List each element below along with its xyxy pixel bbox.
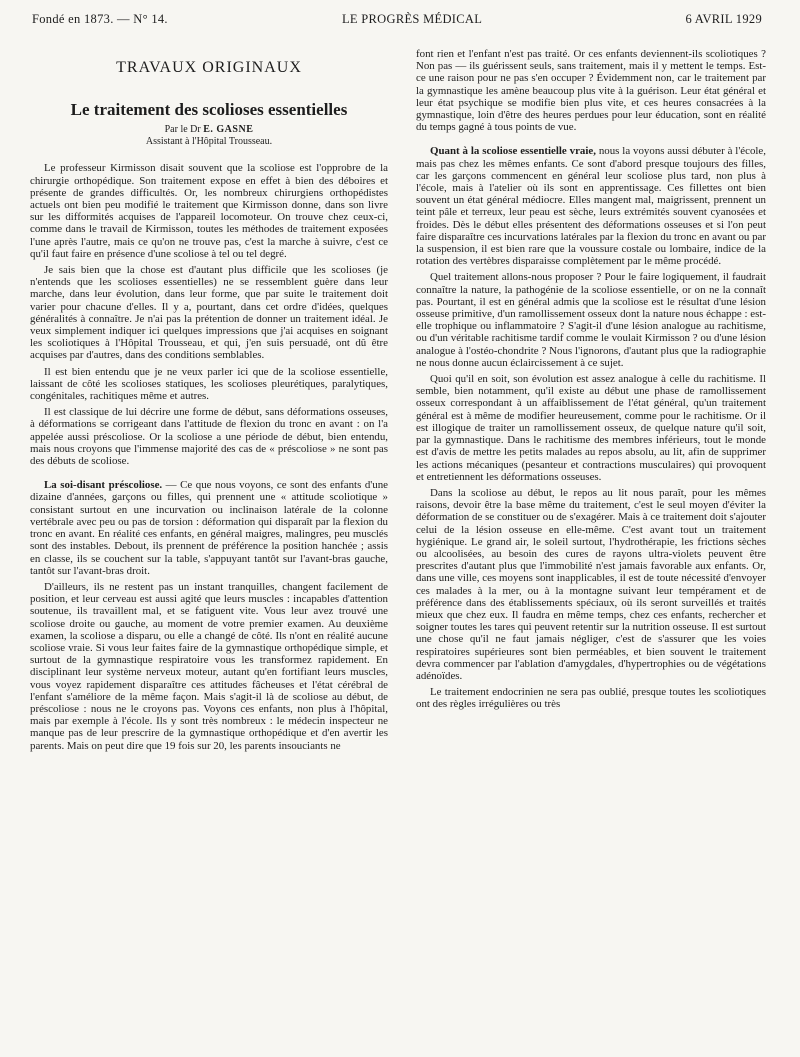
paragraph: Le traitement endocrinien ne sera pas oublié, presque toutes les scoliotiques ont des règles irrégulières ou très [416, 686, 766, 711]
paragraph [30, 479, 388, 577]
byline [30, 124, 388, 148]
subsection-heading: Quant à la scoliose essentielle vraie, [430, 145, 596, 158]
paragraph: Quoi qu'il en soit, son évolution est assez analogue à celle du rachitisme. Il semble, bien notamment, qu'il existe au début une phase de ramollissement osseux correspondant à un affaiblissement de l'état général, qu'un traitement général est à même de modifier heureusement, comme pour le rachitisme. Or il est illogique de traiter un ramollissement osseux, de quelque nature qu'il soit, par la gymnastique. Dans le rachitisme des membres inférieurs, tout le monde est d'avis de mettre les petits malades au repos absolu, au lit, afin de supprimer les actions mécaniques (pesanteur et contractions musculaires) qui provoquent et entretiennent les déformations osseuses. [416, 373, 766, 483]
header-date: 6 AVRIL 1929 [685, 12, 762, 26]
paragraph-text: — Ce que nous voyons, ce sont des enfants d'une dizaine d'années, garçons ou filles, qui prennent une « attitude scoliotique » consistant surtout en une incurvation ou inclinaison latérale de la colonne vertébrale avec peu ou pas de torsion : déformation qui disparaît par la flexion du tronc en avant. En réalité ces enfants, en général maigres, malingres, peu musclés sont des instables. Debout, ils prennent de préférence la position hanchée ; assis en classe, ils se couchent sur la table, s'appuyant tantôt sur l'avant-bras gauche, tantôt sur l'avant-bras droit. [30, 479, 388, 577]
paragraph-text: nous la voyons aussi débuter à l'école, mais pas chez les mêmes enfants. Ce sont d'abord presque toujours des filles, car les garçons commencent en général leur scoliose plus tard, non plus à l'école, mais à l'atelier où ils sont en apprentissage. Ces fillettes ont bien souvent un état général médiocre. Elles mangent mal, maigrissent, prennent un teint pâle et terreux, leur peau est sèche, leurs extrémités souvent cyanosées et froides. Dès le début elles présentent des déformations osseuses et si l'on peut faire disparaître ces incurvations latérales par la flexion du tronc en avant ou par la suspension, il est bien rare que la voussure costale ou lombaire, indice de la rotation des vertèbres disparaisse complètement par le même procédé. [416, 145, 766, 268]
byline-prefix: Par le Dr [164, 124, 201, 136]
article-title: Le traitement des scolioses essentielles [70, 100, 348, 120]
paragraph: Quel traitement allons-nous proposer ? Pour le faire logiquement, il faudrait connaître la nature, la pathogénie de la scoliose essentielle, or on ne la connaît pas. Pourtant, il est en général admis que la scoliose est le résultat d'une lésion osseuse primitive, d'un ramollissement osseux dont la nature nous échappe : est-elle trophique ou inflammatoire ? S'agit-il d'une lésion analogue au rachitisme, ou d'un véritable rachitisme tardif comme le voulait Kirmisson ? ou d'une lésion analogue à l'ostéo-chondrite ? Nous l'ignorons, d'autant plus que la radiographie ne nous donne aucun éclaircissement à ce sujet. [416, 271, 766, 369]
paragraph: Il est bien entendu que je ne veux parler ici que de la scoliose essentielle, laissant de côté les scolioses statiques, les scolioses pleurétiques, paralytiques, congénitales, rachitiques même et autres. [30, 365, 388, 403]
running-header [32, 12, 762, 32]
paragraph: Il est classique de lui décrire une forme de début, sans déformations osseuses, à déformations se corrigeant dans l'attitude de flexion du tronc en avant : on l'a appelée aussi préscoliose. Or la scoliose a une période de début, bien entendu, mais nous croyons que l'immense majorité des cas de « préscoliose » ne sont pas des débuts de scoliose. [30, 406, 388, 468]
right-column [416, 48, 766, 1048]
paragraph [416, 145, 766, 267]
left-column [30, 48, 388, 1048]
author-name: E. GASNE [203, 124, 254, 136]
paragraph: Je sais bien que la chose est d'autant plus difficile que les scolioses (je n'entends que les scolioses essentielles) ne se ressemblent guère dans leur marche, dans leur évolution, dans leur forme, que par suite le traitement doit varier pour chacune d'elles. Il y a, pourtant, dans cet ordre d'idées, quelques généralités à connaître. Je n'ai pas la prétention de donner un traitement idéal. Je veux simplement indiquer ici quelques impressions que j'ai acquises en soignant les scoliotiques à l'Hôpital Trousseau, et qui, j'en suis persuadé, ont dû être acquises par d'autres, dans des conditions semblables. [30, 264, 388, 362]
subsection-heading: La soi-disant préscoliose. [44, 479, 163, 492]
paragraph: D'ailleurs, ils ne restent pas un instant tranquilles, changent facilement de position, et leur cerveau est aussi agité que leurs muscles : incapables d'attention soutenue, ils travaillent mal, et se fatiguent vite. Vous leur avez trouvé une scoliose droite ou gauche, au moment de votre premier examen. Au deuxième examen, la scoliose a disparu, ou elle a changé de côté. Ils n'ont en réalité aucune scoliose vraie. Si vous leur faites faire de la gymnastique orthopédique simple, et surtout de la gymnastique respiratoire vous les transformez rapidement. En disciplinant leur système nerveux moteur, autant qu'en fortifiant leurs muscles, vous voyez rapidement disparaître ces attitudes fâcheuses et l'état cérébral de l'enfant s'améliore de la même façon. Mais s'agit-il là de scoliose au début, de préscoliose : nous ne le croyons pas. Voyons ces enfants, non plus à l'hôpital, mais par exemple à l'école. Ils y sont très nombreux : le médecin inspecteur ne manque pas de leur prescrire de la gymnastique orthopédique et d'en avertir les parents. Mais on peut dire que 19 fois sur 20, les parents insouciants ne [30, 580, 388, 752]
header-founded-issue: Fondé en 1873. — N° 14. [32, 12, 168, 26]
paragraph: Le professeur Kirmisson disait souvent que la scoliose est l'opprobre de la chirurgie orthopédique. Son traitement expose en effet à bien des déboires et présente de grandes difficultés. Or, les nombreux chirurgiens orthopédistes actuels ont bien peu modifié le traitement que Kirmisson donne, dans son livre sur les difformités acquises de l'appareil locomoteur. On trouve chez ceux-ci, comme dans le travail de Kirmisson, toutes les méthodes de traitement exposées l'une après l'autre, mais ce qu'on ne trouve pas, c'est la marche à suivre, c'est ce qu'il faut faire en présence d'une scoliose à tel ou tel degré. [30, 162, 388, 260]
author-affiliation: Assistant à l'Hôpital Trousseau. [145, 136, 273, 148]
journal-title: LE PROGRÈS MÉDICAL [342, 12, 483, 26]
paragraph: font rien et l'enfant n'est pas traité. Or ces enfants deviennent-ils scoliotiques ? Non pas — ils guérissent seuls, sans traitement, mais il y mettent le temps. Est-ce une raison pour ne pas s'en occuper ? Évidemment non, car le traitement par la gymnastique les amène beaucoup plus vite à la guérison. Leur état général et leur état psychique se modifie bien plus vite, et ces heures consacrées à la gymnastique, loin d'être des heures perdues pour leur éducation, sont en réalité du temps gagné à tous points de vue. [416, 48, 766, 134]
section-title: TRAVAUX ORIGINAUX [116, 59, 302, 76]
paragraph: Dans la scoliose au début, le repos au lit nous paraît, pour les mêmes raisons, devoir être la base même du traitement, c'est le seul moyen d'éviter la déformation de se constituer ou de s'exagérer. Mais à ce traitement doit s'ajouter celui de la lésion osseuse en elle-même. C'est avant tout un traitement hygiénique. Le grand air, le soleil surtout, l'hydrothérapie, les frictions sèches ou alcoolisées, au besoin des cures de rayons ultra-violets peuvent être prescrites d'autant plus que l'immobilité n'est jamais favorable aux enfants. Or, dans une ville, ces moyens sont inapplicables, il est de toute nécessité d'envoyer ces malades à la mer, ou à la montagne suivant leur tempérament et de préférence dans des établissements spéciaux, où ils seront surveillés et traités mieux que chez eux. Il faudra en même temps, chez ces enfants, rechercher et soigner toutes les tares qui peuvent retentir sur la nutrition osseuse. Il est surtout une chose qu'il ne faut jamais négliger, c'est de s'assurer que les voies respiratoires supérieures sont bien perméables, et bien souvent le traitement devra commencer par l'ablation d'amygdales, d'hypertrophies ou de végétations adénoïdes. [416, 486, 766, 682]
